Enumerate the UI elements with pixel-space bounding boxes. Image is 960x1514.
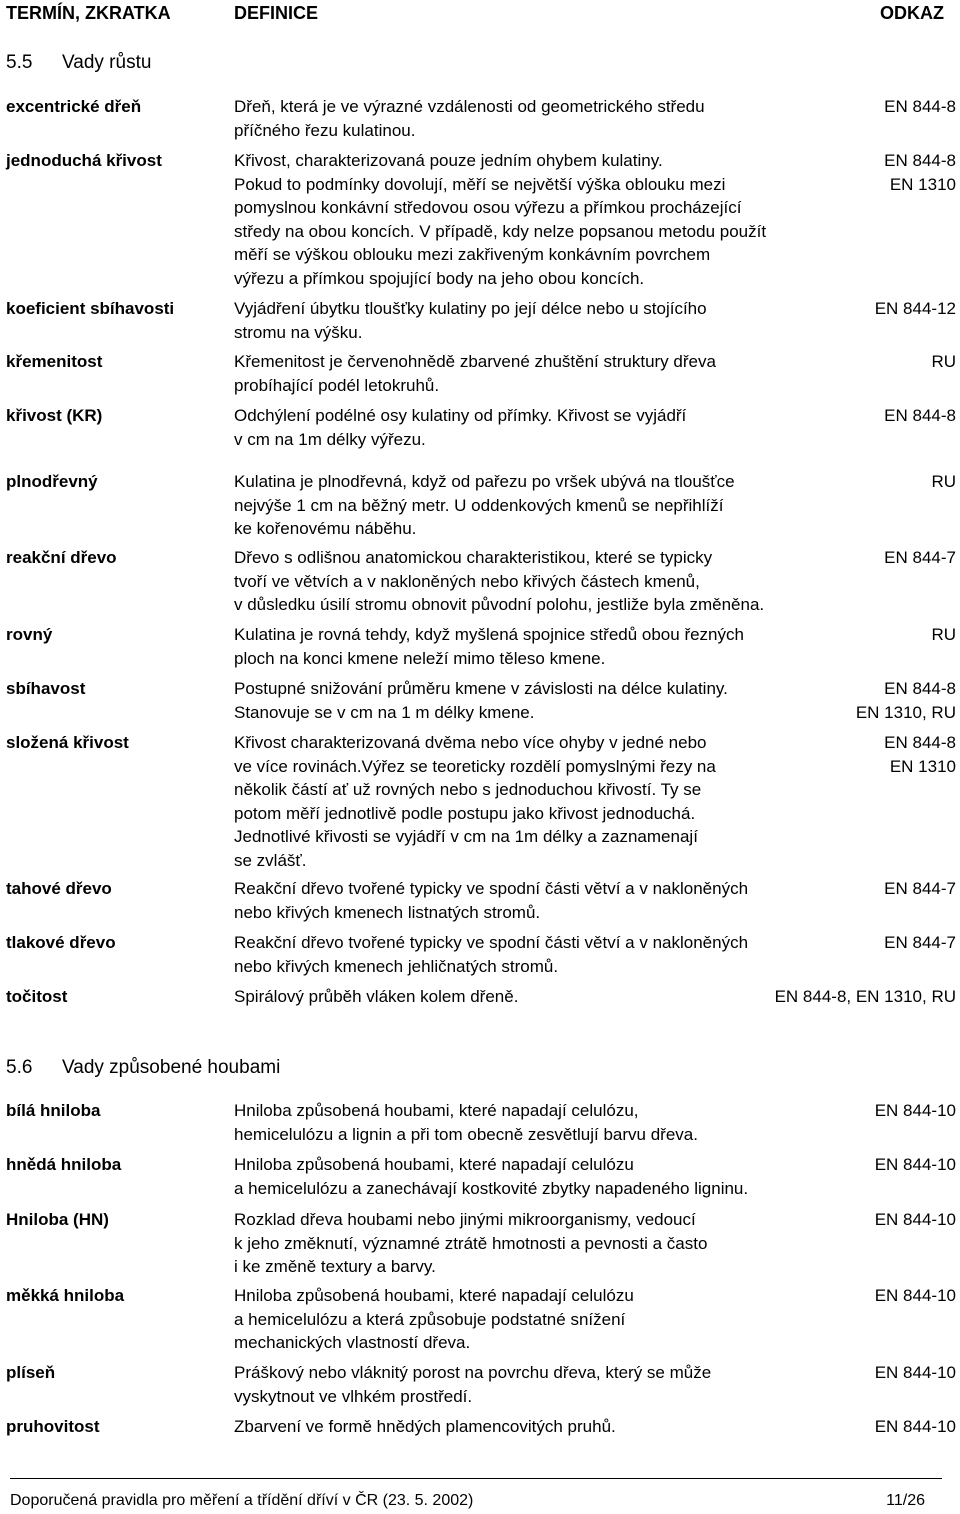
reference-code: EN 1310, RU	[855, 702, 956, 722]
reference-code: EN 1310	[889, 174, 956, 194]
definition-line: ke kořenovému náběhu.	[234, 519, 417, 538]
definition-line: příčného řezu kulatinou.	[234, 120, 416, 140]
entry-term: jednoduchá křivost	[6, 151, 162, 170]
entry-definition	[234, 470, 854, 541]
reference-code: EN 844-8	[884, 733, 956, 752]
entry-definition	[234, 297, 854, 344]
definition-line: nejvýše 1 cm na běžný metr. U oddenkových kmenů se nepřihlíží	[234, 495, 724, 515]
entry-definition	[234, 404, 854, 451]
definition-line: a hemicelulózu a zanechávají kostkovité zbytky napadeného ligninu.	[234, 1178, 749, 1198]
entry-reference	[884, 404, 956, 428]
section-heading	[6, 52, 151, 74]
column-header	[6, 3, 944, 27]
reference-code: EN 844-12	[874, 299, 956, 318]
definition-line: Jednotlivé křivosti se vyjádří v cm na 1m délky a zaznamenají	[234, 827, 698, 846]
entry-term: plíseň	[6, 1363, 56, 1382]
entry-term: excentrické dřeň	[6, 97, 142, 116]
entry-term: sbíhavost	[6, 679, 86, 698]
entry-reference	[875, 297, 956, 321]
entry-definition	[234, 1099, 854, 1146]
reference-code: EN 844-10	[874, 1210, 956, 1229]
entry-definition	[234, 350, 854, 397]
entry-definition	[234, 731, 854, 872]
definition-line: pomyslnou konkávní středovou osou výřezu a přímkou procházející	[234, 198, 742, 217]
definition-line: nebo křivých kmenech listnatých stromů.	[234, 902, 541, 922]
entry-reference	[884, 931, 956, 955]
entry-term: bílá hniloba	[6, 1101, 101, 1120]
definition-line: ploch na konci kmene neleží mimo těleso kmene.	[234, 648, 606, 668]
entry-definition	[234, 1208, 854, 1279]
definition-line: Vyjádření úbytku tloušťky kulatiny po její délce nebo u stojícího	[234, 299, 707, 318]
entry-reference	[931, 350, 956, 374]
definition-line: Hniloba způsobená houbami, které napadají celulózu	[234, 1155, 634, 1174]
entry-definition	[234, 1153, 854, 1200]
entry-reference	[875, 1415, 956, 1439]
entry-reference	[875, 1361, 956, 1385]
definition-line: Postupné snižování průměru kmene v závislosti na délce kulatiny.	[234, 679, 728, 698]
definition-line: v důsledku úsilí stromu obnovit původní polohu, jestliže byla změněna.	[234, 595, 765, 614]
entry-term: reakční dřevo	[6, 548, 117, 567]
reference-code: EN 844-10	[874, 1101, 956, 1120]
definition-line: Stanovuje se v cm na 1 m délky kmene.	[234, 702, 535, 722]
definition-line: nebo křivých kmenech jehličnatých stromů.	[234, 956, 559, 976]
entry-reference	[931, 470, 956, 494]
entry-term: hnědá hniloba	[6, 1155, 122, 1174]
definition-line: Dřevo s odlišnou anatomickou charakteristikou, které se typicky	[234, 548, 713, 567]
entry-term: koeficient sbíhavosti	[6, 299, 175, 318]
definition-line: Hniloba způsobená houbami, které napadají celulózu,	[234, 1101, 639, 1120]
reference-code: RU	[931, 352, 956, 371]
definition-line: mechanických vlastností dřeva.	[234, 1333, 471, 1352]
section-title: Vady růstu	[62, 52, 152, 73]
reference-code: EN 844-10	[874, 1286, 956, 1305]
section-title: Vady způsobené houbami	[62, 1057, 281, 1078]
entry-term: plnodřevný	[6, 472, 98, 491]
entry-reference	[884, 95, 956, 119]
reference-code: EN 844-10	[874, 1155, 956, 1174]
entry-definition	[234, 1361, 854, 1408]
entry-definition	[234, 149, 854, 290]
reference-code: EN 844-10	[874, 1417, 956, 1436]
definition-line: Zbarvení ve formě hnědých plamencovitých pruhů.	[234, 1417, 616, 1436]
entry-term: Hniloba (HN)	[6, 1210, 109, 1229]
definition-line: probíhající podél letokruhů.	[234, 375, 440, 395]
section-number: 5.6	[6, 1057, 33, 1078]
definition-line: Reakční dřevo tvořené typicky ve spodní části větví a v nakloněných	[234, 933, 749, 952]
entry-reference	[884, 546, 956, 570]
entry-reference	[775, 985, 956, 1009]
definition-line: i ke změně textury a barvy.	[234, 1257, 436, 1276]
reference-code: EN 844-8, EN 1310, RU	[774, 987, 956, 1006]
definition-line: hemicelulózu a lignin a při tom obecně zesvětlují barvu dřeva.	[234, 1124, 698, 1144]
entry-term: točitost	[6, 987, 68, 1006]
reference-code: EN 844-8	[884, 97, 956, 116]
definition-line: Rozklad dřeva houbami nebo jinými mikroorganismy, vedoucí	[234, 1210, 696, 1229]
entry-reference	[884, 877, 956, 901]
definition-line: Křivost, charakterizovaná pouze jedním ohybem kulatiny.	[234, 151, 663, 170]
reference-code: RU	[931, 625, 956, 644]
entry-reference	[884, 731, 956, 778]
definition-line: vyskytnout ve vlhkém prostředí.	[234, 1386, 473, 1406]
footer-text: Doporučená pravidla pro měření a třídění dříví v ČR (23. 5. 2002)	[10, 1492, 474, 1509]
entry-reference	[884, 149, 956, 196]
entry-definition	[234, 623, 854, 670]
definition-line: v cm na 1m délky výřezu.	[234, 429, 426, 449]
entry-term: měkká hniloba	[6, 1286, 125, 1305]
reference-code: EN 844-8	[884, 151, 956, 170]
definition-line: potom měří jednotlivě podle postupu jako křivost jednoduchá.	[234, 803, 696, 823]
entry-term: tlakové dřevo	[6, 933, 116, 952]
definition-line: se zvlášť.	[234, 850, 307, 870]
definition-line: Dřeň, která je ve výrazné vzdálenosti od geometrického středu	[234, 97, 705, 116]
reference-code: EN 844-7	[884, 933, 956, 952]
entry-reference	[931, 623, 956, 647]
definition-line: Reakční dřevo tvořené typicky ve spodní části větví a v nakloněných	[234, 879, 749, 898]
section-heading	[6, 1057, 280, 1079]
reference-code: EN 1310	[889, 756, 956, 776]
reference-code: RU	[931, 472, 956, 491]
definition-line: několik částí ať už rovných nebo s jednoduchou křivostí. Ty se	[234, 780, 702, 799]
definition-line: stromu na výšku.	[234, 322, 363, 342]
definition-line: Spirálový průběh vláken kolem dřeně.	[234, 987, 519, 1006]
entry-definition	[234, 931, 854, 978]
definition-line: Pokud to podmínky dovolují, měří se největší výška oblouku mezi	[234, 174, 726, 194]
reference-code: EN 844-7	[884, 879, 956, 898]
header-term: TERMÍN, ZKRATKA	[6, 3, 171, 23]
definition-line: Kulatina je plnodřevná, když od pařezu po vršek ubývá na tloušťce	[234, 472, 735, 491]
entry-definition	[234, 1415, 854, 1439]
definition-line: a hemicelulózu a která způsobuje podstatné snížení	[234, 1309, 626, 1329]
definition-line: ve více rovinách.Výřez se teoreticky rozdělí pomyslnými řezy na	[234, 756, 716, 776]
entry-term: složená křivost	[6, 733, 129, 752]
entry-reference	[875, 1153, 956, 1177]
entry-definition	[234, 985, 854, 1009]
definition-line: tvoří ve větvích a v nakloněných nebo křivých částech kmenů,	[234, 571, 700, 591]
entry-reference	[875, 1208, 956, 1232]
definition-line: Kulatina je rovná tehdy, když myšlená spojnice středů obou řezných	[234, 625, 744, 644]
definition-line: Hniloba způsobená houbami, které napadají celulózu	[234, 1286, 634, 1305]
entry-definition	[234, 546, 854, 617]
page-number: 11/26	[886, 1492, 925, 1509]
header-definition: DEFINICE	[234, 3, 319, 23]
definition-line: k jeho změknutí, významné ztrátě hmotnosti a pevnosti a často	[234, 1233, 708, 1253]
entry-definition	[234, 677, 854, 724]
entry-term: pruhovitost	[6, 1417, 100, 1436]
definition-line: měří se výškou oblouku mezi zakřiveným konkávním povrchem	[234, 245, 711, 264]
reference-code: EN 844-8	[884, 406, 956, 425]
entry-term: křemenitost	[6, 352, 103, 371]
footer-divider	[10, 1478, 942, 1479]
definition-line: Křemenitost je červenohnědě zbarvené zhuštění struktury dřeva	[234, 352, 716, 371]
entry-definition	[234, 877, 854, 924]
entry-definition	[234, 1284, 854, 1355]
definition-line: Křivost charakterizovaná dvěma nebo více ohyby v jedné nebo	[234, 733, 707, 752]
section-number: 5.5	[6, 52, 33, 73]
reference-code: EN 844-7	[884, 548, 956, 567]
definition-line: Odchýlení podélné osy kulatiny od přímky. Křivost se vyjádří	[234, 406, 687, 425]
reference-code: EN 844-10	[874, 1363, 956, 1382]
reference-code: EN 844-8	[884, 679, 956, 698]
header-reference: ODKAZ	[880, 3, 944, 23]
definition-line: výřezu a přímkou spojující body na jeho obou koncích.	[234, 268, 645, 288]
entry-definition	[234, 95, 854, 142]
entry-term: rovný	[6, 625, 53, 644]
entry-term: křivost (KR)	[6, 406, 103, 425]
definition-line: Práškový nebo vláknitý porost na povrchu dřeva, který se může	[234, 1363, 712, 1382]
entry-reference	[875, 1099, 956, 1123]
entry-reference	[856, 677, 956, 724]
definition-line: středy na obou koncích. V případě, kdy nelze popsanou metodu použít	[234, 221, 767, 241]
entry-term: tahové dřevo	[6, 879, 112, 898]
entry-reference	[875, 1284, 956, 1308]
